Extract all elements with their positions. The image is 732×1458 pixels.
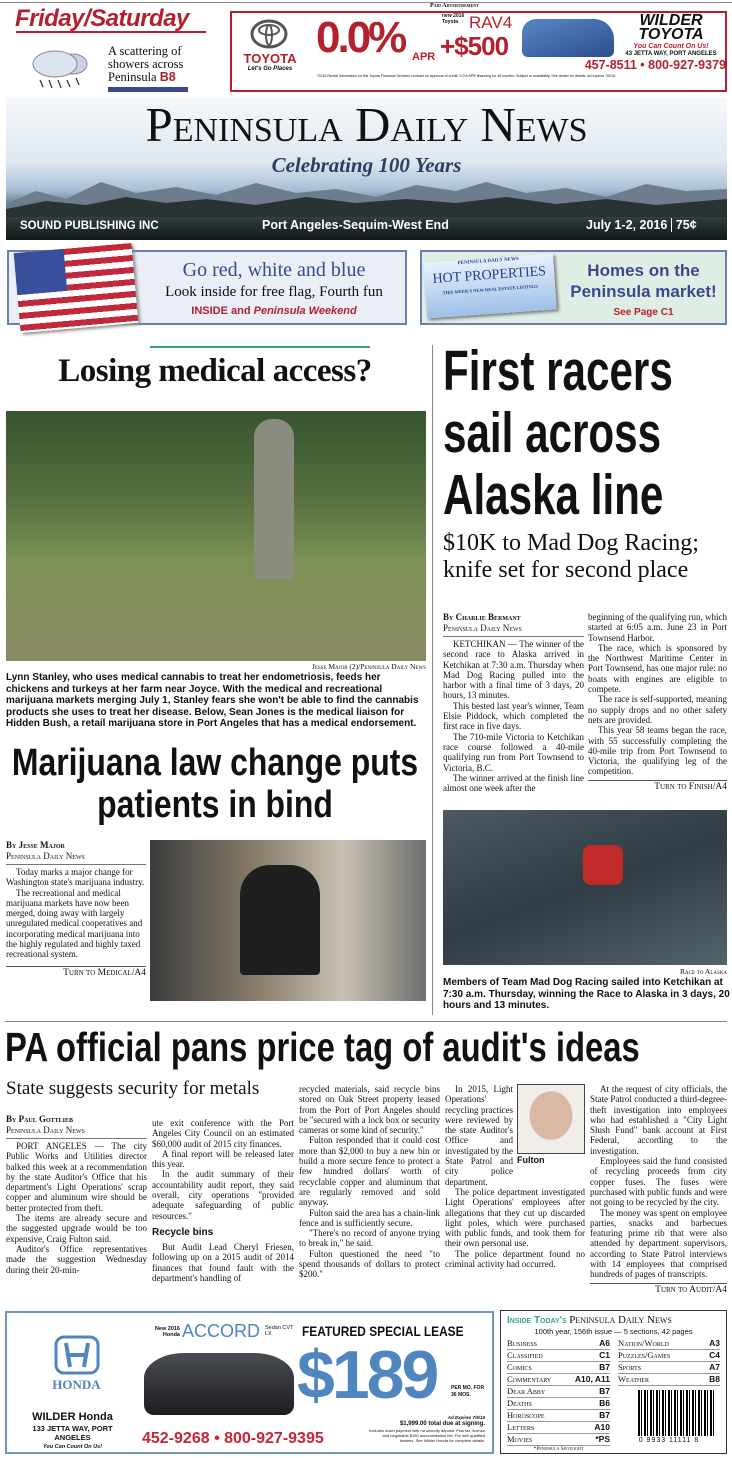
jump-link[interactable]: Turn to Finish/A4 <box>588 780 727 793</box>
paragraph: But Audit Lead Cheryl Friesen, following up on a 2015 audit of 2014 finances that found fault with the department's handling of <box>152 1241 294 1283</box>
index-text: Weather <box>618 1374 650 1384</box>
paragraph: KETCHIKAN — The winner of the second race to Alaska arrived in Ketchikan at 7:30 a.m. Thursday when Mad Dog Racing pulled into the harbor with a final time of 3 days, 20 hours, 13 minutes. <box>443 639 584 701</box>
due-at-signing: $1,999.00 total due at signing. <box>399 1421 485 1427</box>
dealer-address: 133 JETTA WAY, PORT ANGELES <box>32 1424 113 1442</box>
weather-page-link[interactable]: B8 <box>159 70 176 84</box>
model-name: ACCORD <box>182 1321 261 1341</box>
index-text: B7 <box>599 1362 610 1372</box>
barcode <box>638 1390 716 1436</box>
promo-inside: INSIDE and <box>191 305 251 317</box>
index-item[interactable] <box>507 1398 610 1410</box>
accord-photo <box>144 1353 294 1415</box>
index-text: Puzzles/Games <box>618 1350 671 1360</box>
weather-text: A scattering of showers across Peninsula <box>108 44 184 84</box>
honda-ad[interactable] <box>5 1311 494 1454</box>
index-item[interactable] <box>618 1362 720 1374</box>
store-photo <box>150 840 426 1001</box>
index-text: Nation/World <box>618 1338 669 1348</box>
promo-weekend: Peninsula Weekend <box>253 305 357 317</box>
index-text: C4 <box>709 1350 720 1360</box>
paragraph: In the audit summary of their accountability audit report, they said overall, city operations "provided adequate safeguarding of public resources." <box>152 1169 294 1221</box>
lease-term: PER MO. FOR 36 MOS. <box>451 1385 485 1398</box>
index-text: Dear Abby <box>507 1386 546 1396</box>
headshot-label: Fulton <box>517 1155 545 1165</box>
index-text: C1 <box>599 1350 610 1360</box>
index-text: A10 <box>594 1422 610 1432</box>
section-subhead: Recycle bins <box>152 1226 214 1238</box>
apr-label: APR <box>412 51 436 63</box>
index-text: Business <box>507 1338 538 1348</box>
race-headline[interactable]: First racers sail across Alaska line <box>443 339 673 527</box>
paragraph: "There's no record of anyone trying to break in," he said. <box>299 1228 440 1249</box>
index-text: B7 <box>599 1410 610 1420</box>
lease-headline: FEATURED SPECIAL LEASE <box>302 1323 464 1339</box>
kicker-headline[interactable]: Losing medical access? <box>58 353 372 389</box>
honda-logo-icon <box>54 1335 100 1380</box>
barcode-number: 0 9933 11111 8 <box>638 1437 700 1444</box>
index-text: Commentary <box>507 1374 552 1384</box>
index-text: B7 <box>599 1386 610 1396</box>
dealer-phone[interactable]: 452-9268 • 800-927-9395 <box>142 1430 324 1447</box>
index-right-list <box>618 1338 720 1453</box>
edition-day: Friday/Saturday <box>15 5 189 32</box>
index-title-b: Peninsula Daily News <box>569 1314 672 1326</box>
section-rule <box>150 346 370 348</box>
index-text: A10, A11 <box>574 1374 610 1384</box>
audit-column-1 <box>6 1114 147 1275</box>
paragraph: In 2015, Light Operations' recycling practices were reviewed by the state Auditor's Office and investigated by the State Patrol and city police department. <box>445 1084 513 1187</box>
audit-column-2 <box>152 1118 294 1283</box>
index-item[interactable] <box>618 1350 720 1362</box>
index-text: Deaths <box>507 1398 532 1408</box>
paragraph: Auditor's Office representatives made the suggestion Wednesday during their 20-min- <box>6 1243 147 1275</box>
index-footnote: *Peninsula Spotlight <box>533 1446 584 1452</box>
ad-fine-print: *2016 Rental Information on this Toyota Financial Services contract on approval of credit. 0.0% APR financing for 36 months. Subject to availability. See dealer for details. Ad expires 7/5/16. <box>317 74 617 78</box>
paragraph: Employees said the fund consisted of recycling proceeds from city copper fuses. The fuses were purchased with public funds and were not going to be recycled by the city. <box>590 1156 727 1208</box>
paragraph: The items are already secure and the suggested upgrade would be too expensive, Craig Fulton said. <box>6 1213 147 1244</box>
ad-fine-print: Includes down payment with no security deposit. Plus tax, license and negotiable $150 documentation fee. For well qualified lessees. See Wilder Honda for complete details. <box>369 1428 485 1443</box>
model-prefix: New 2016 Honda <box>154 1326 180 1338</box>
index-text: A7 <box>709 1362 720 1372</box>
paragraph: The money was spent on employee parties, snacks and barbecues featuring prime rib that were also attended by department supervisors, according to State Patrol interviews with 14 employees that comprised hundreds of pages of transcripts. <box>590 1207 727 1280</box>
promo-page-link[interactable]: See Page C1 <box>613 307 674 318</box>
hot-properties-logo <box>423 254 557 319</box>
paragraph: beginning of the qualifying run, which started at 6:05 a.m. June 23 in Port Townsend Harbor. <box>588 612 727 643</box>
section-rule <box>5 1021 727 1022</box>
paragraph: The winner arrived at the finish line almost one week after the <box>443 772 584 794</box>
model-trim: Sedan CVT LX <box>265 1325 294 1337</box>
index-text: Movies <box>507 1434 533 1444</box>
paid-advertisement-label: Paid Advertisement <box>430 3 479 9</box>
index-item[interactable] <box>618 1374 720 1386</box>
race-column-2 <box>588 612 727 793</box>
toyota-logo-icon <box>250 19 288 54</box>
audit-column-5 <box>590 1084 727 1296</box>
paragraph: The 710-mile Victoria to Ketchikan race course followed a 40-mile qualifying run from Port Townsend to Victoria, B.C. <box>443 731 584 773</box>
promo-title: Go red, white and blue <box>182 259 366 281</box>
ad-expiry: Ad Expires 7/5/16 <box>447 1415 485 1420</box>
issue-price: 75¢ <box>671 218 697 232</box>
dealer-phone[interactable]: 457-8511 • 800-927-9379 <box>584 58 726 72</box>
index-title-a: Inside Today's <box>507 1315 567 1326</box>
marijuana-headline[interactable]: Marijuana law change puts patients in bind <box>11 742 419 826</box>
byline-org: Peninsula Daily News <box>6 851 85 861</box>
byline: By Jesse Major <box>6 840 65 850</box>
issue-info: 100th year, 156th issue — 5 sections, 42 pages <box>534 1327 693 1336</box>
index-item[interactable] <box>507 1434 610 1446</box>
farm-photo <box>6 411 426 661</box>
index-text: Horoscope <box>507 1410 545 1420</box>
paragraph: Fulton said the area has a chain-link fence and is sufficiently secure. <box>299 1207 440 1228</box>
promo-title: Homes on the Peninsula market! <box>570 261 717 301</box>
toyota-ad[interactable] <box>230 11 727 92</box>
jump-link[interactable]: Turn to Audit/A4 <box>590 1283 727 1296</box>
honda-brand: HONDA <box>52 1377 101 1392</box>
index-item[interactable] <box>507 1410 610 1422</box>
index-text: Classified <box>507 1350 543 1360</box>
photo-caption: Lynn Stanley, who uses medical cannabis to treat her endometriosis, feeds her chickens and turkeys at her farm near Joyce. With the medical and recreational marijuana markets merging July 1, Stanley fears she won't be able to find the cannabis products she uses to treat her disease. Below, Sean Jones is the medical liaison for Hidden Bush, a retail marijuana store in Port Angeles that has a medical endorsement. <box>6 672 419 729</box>
dealer-slogan: You Can Count On Us! <box>42 1444 103 1450</box>
rain-cloud-icon <box>25 42 90 92</box>
model-name: RAV4 <box>469 13 513 32</box>
dealer-address: 43 JETTA WAY, PORT ANGELES <box>625 51 717 57</box>
column-divider <box>432 345 433 1015</box>
issue-date: July 1-2, 2016 <box>586 218 668 232</box>
audit-column-4 <box>445 1084 585 1269</box>
index-text: Comics <box>507 1362 532 1372</box>
logo-text: HOT PROPERTIES <box>432 264 547 287</box>
index-text: B8 <box>709 1374 720 1384</box>
dealer-name: WILDER Honda <box>32 1411 113 1423</box>
index-text: A6 <box>599 1338 610 1348</box>
fulton-photo-block <box>513 1084 585 1170</box>
audit-headline[interactable]: PA official pans price tag of audit's ideas <box>5 1024 640 1070</box>
paragraph: ute exit conference with the Port Angeles City Council on an estimated $60,000 audit of 2015 city finances. <box>152 1118 294 1149</box>
promo-hot-properties[interactable] <box>420 250 727 325</box>
index-item[interactable] <box>507 1362 610 1374</box>
byline: By Charlie Bermant <box>443 612 521 622</box>
american-flag-icon <box>14 243 139 333</box>
paragraph: recycled materials, said recycle bins stored on Oak Street property leased from the Port of Port Angeles should be "secured with a lock box or security cameras or some kind of security." <box>299 1084 440 1136</box>
masthead <box>6 97 727 240</box>
weather-bar <box>108 87 188 92</box>
audit-column-3 <box>299 1084 440 1280</box>
paragraph: PORT ANGELES — The city Public Works and Utilities director balked this week at a recommendation by the state Auditor's Office that his department's Light Operations' scrap copper and aluminum wire should be better protected from theft. <box>6 1141 147 1213</box>
paragraph: This year 58 teams began the race, with 55 successfully completing the 40-mile trip from Port Townsend to Victoria, the qualifying leg of the competition. <box>588 725 727 777</box>
logo-top: PENINSULA DAILY NEWS <box>457 256 520 267</box>
byline-org: Peninsula Daily News <box>6 1125 85 1135</box>
paragraph: The race, which is sponsored by the Northwest Maritime Center in Port Townsend, has one major rule: no boats with engines are eligible to compete. <box>588 642 727 695</box>
paragraph: Fulton responded that it could cost more than $2,000 to buy a new bin or build a more secure fence to protect a few hundred dollars' worth of recyclable copper and aluminum that are regularly removed and sold anyway. <box>299 1135 440 1208</box>
paragraph: At the request of city officials, the State Patrol conducted a third-degree-theft investigation into employees who had established a "City Light Slush Fund" bank account at First Federal, according to the investigation. <box>590 1084 727 1156</box>
paragraph: The recreational and medical marijuana markets have now been merged, doing away with largely unregulated medical cooperatives and incorporating medical marijuana into the highly regulated and highly taxed recreational system. <box>6 887 143 960</box>
byline: By Paul Gottlieb <box>6 1114 74 1124</box>
top-rule <box>0 2 732 3</box>
paragraph: The race is self-supported, meaning no supply drops and no other safety nets are provided. <box>588 694 727 725</box>
photo-caption: Members of Team Mad Dog Racing sailed into Ketchikan at 7:30 a.m. Thursday, winning the Race to Alaska in 3 days, 20 hours and 13 minutes. <box>443 977 730 1011</box>
mountains-illustration <box>6 179 727 217</box>
promo-line: Look inside for free flag, Fourth fun <box>165 284 383 300</box>
index-text: A3 <box>709 1338 720 1348</box>
race-column-1 <box>443 612 584 793</box>
apr-rate: 0.0% <box>316 13 405 62</box>
dealer-slogan: You Can Count On Us! <box>633 43 709 50</box>
paragraph: The police department investigated Light Operations' employees after allegations that they cut up discarded light poles, which were purchased with public funds, and took them for their own personal use. <box>445 1186 585 1249</box>
newspaper-title[interactable]: Peninsula Daily News <box>145 97 588 152</box>
index-item[interactable] <box>618 1338 720 1350</box>
sailboat-photo <box>443 810 727 965</box>
toyota-tagline: Let's Go Places <box>247 66 293 72</box>
index-item[interactable] <box>507 1386 610 1398</box>
paragraph: A final report will be released later this year. <box>152 1148 294 1170</box>
lease-price: $189 <box>297 1337 437 1413</box>
marijuana-story <box>6 840 146 979</box>
inside-index <box>500 1310 727 1454</box>
race-subhead: $10K to Mad Dog Racing; knife set for second place <box>443 530 699 583</box>
paragraph: The police department found no criminal activity had occurred. <box>445 1248 585 1270</box>
logo-bottom: THIS WEEK'S NEW REAL ESTATE LISTINGS <box>442 283 538 296</box>
rav4-photo <box>522 19 614 57</box>
day-rule <box>16 31 206 33</box>
index-text: *PS <box>595 1434 610 1444</box>
bonus-amount: +$500 <box>440 31 509 61</box>
index-item[interactable] <box>507 1374 610 1386</box>
paragraph: Fulton questioned the need "to spend thousands of dollars to protect $200." <box>299 1248 440 1280</box>
coverage-region: Port Angeles-Sequim-West End <box>262 218 449 232</box>
index-text: Sports <box>618 1362 642 1372</box>
index-text: Letters <box>507 1422 535 1432</box>
index-left-list <box>507 1338 610 1453</box>
jump-link[interactable]: Turn to Medical/A4 <box>6 966 146 979</box>
paragraph: Today marks a major change for Washington state's marijuana industry. <box>6 867 145 888</box>
dealer-name: WILDER TOYOTA <box>638 12 704 43</box>
paragraph: This bested last year's winner, Team Elsie Piddock, which completed the first race in five days. <box>443 700 584 732</box>
promo-independence-day[interactable] <box>7 250 407 325</box>
masthead-subtitle: Celebrating 100 Years <box>271 153 462 177</box>
byline-org: Peninsula Daily News <box>443 623 522 633</box>
index-text: B6 <box>599 1398 610 1408</box>
index-item[interactable] <box>507 1338 610 1350</box>
index-item[interactable] <box>507 1350 610 1362</box>
model-prefix: new 2016 Toyota <box>442 13 465 25</box>
index-item[interactable] <box>507 1422 610 1434</box>
publisher: SOUND PUBLISHING INC <box>20 220 159 232</box>
fulton-headshot <box>517 1084 585 1154</box>
photo-credit: Race to Alaska <box>680 967 727 976</box>
weather-summary[interactable] <box>108 45 200 84</box>
audit-subhead: State suggests security for metals <box>6 1078 260 1099</box>
photo-credit: Jesse Major (2)/Peninsula Daily News <box>311 662 426 671</box>
toyota-brand: TOYOTA <box>243 51 297 66</box>
